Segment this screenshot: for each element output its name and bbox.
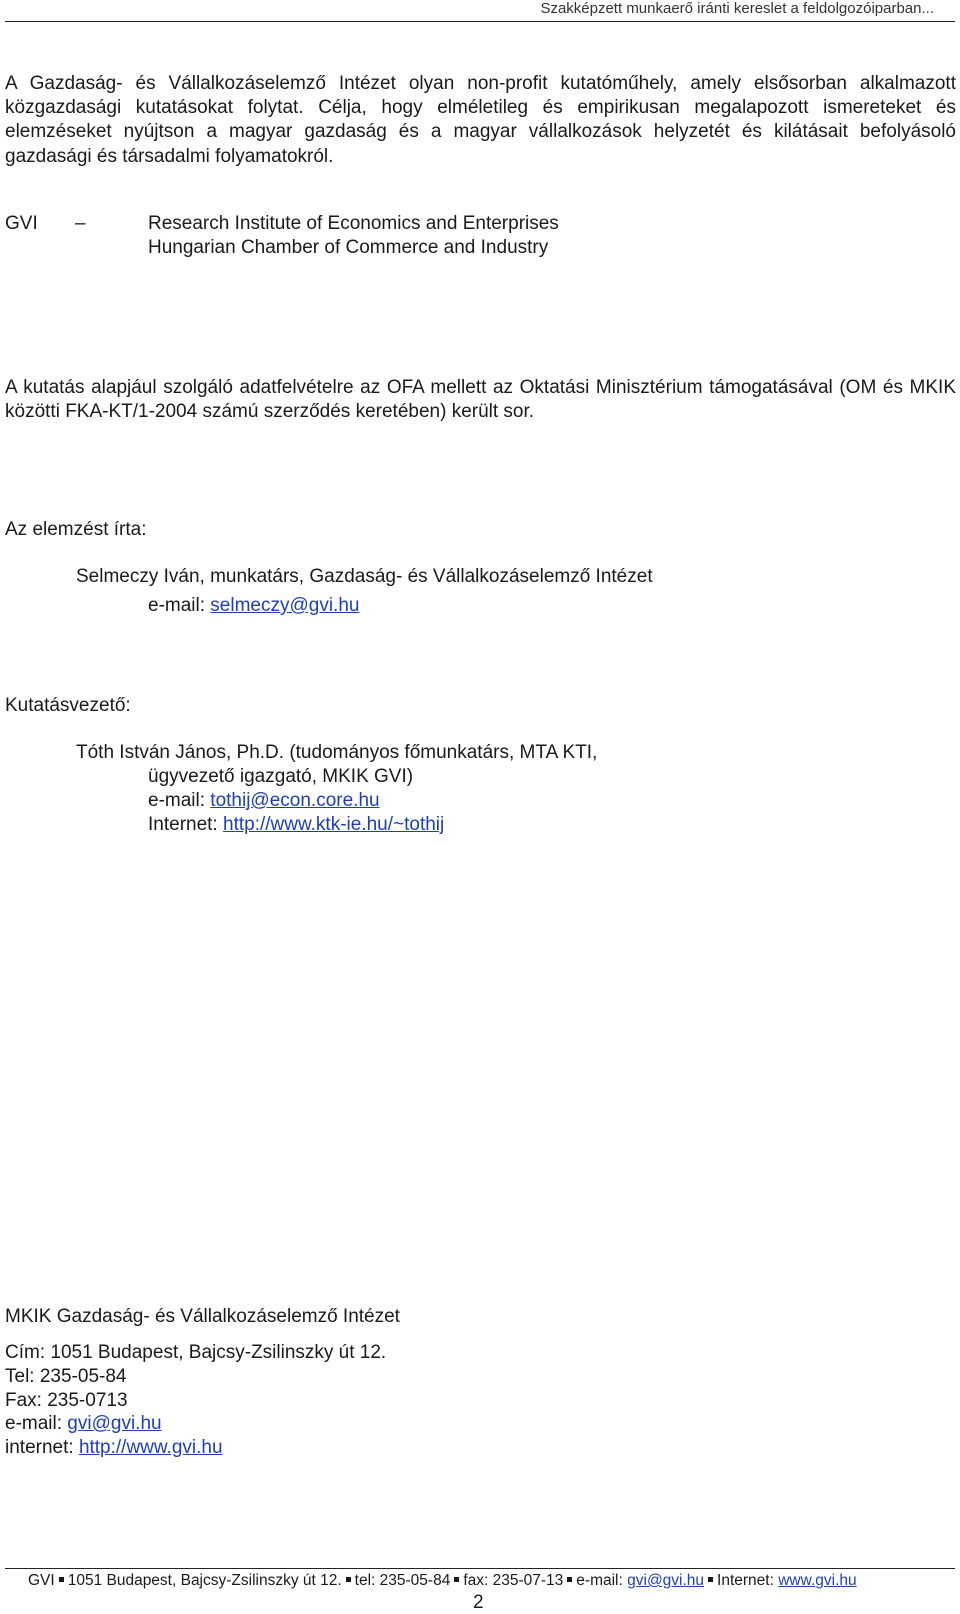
- leader-heading: Kutatásvezető:: [5, 695, 131, 716]
- footer-line: [28, 1572, 857, 1590]
- running-header: Szakképzett munkaerő iránti kereslet a feldolgozóiparban...: [540, 0, 934, 17]
- leader-role: ügyvezető igazgató, MKIK GVI): [148, 766, 414, 787]
- footer-org: GVI: [28, 1572, 55, 1589]
- square-bullet-icon: [346, 1577, 351, 1582]
- intro-paragraph: A Gazdaság- és Vállalkozáselemző Intézet olyan non-profit kutatóműhely, amely elsősorban alkalmazott közgazdasági kutatásokat folytat. Célja, hogy elméletileg és empirikusan megalapozott ismereteket és elemzéseket nyújtson a magyar gazdaság és a magyar vállalkozások helyzetét és kilátásait befolyásoló gazdasági és társadalmi folyamatokról.: [5, 73, 956, 167]
- square-bullet-icon: [567, 1577, 572, 1582]
- footer-fax: fax: 235-07-13: [463, 1572, 564, 1589]
- gvi-dash: –: [75, 213, 86, 234]
- footer-internet-link[interactable]: www.gvi.hu: [778, 1572, 857, 1589]
- gvi-chamber-en: Hungarian Chamber of Commerce and Industry: [148, 237, 549, 258]
- leader-email-link[interactable]: tothij@econ.core.hu: [210, 790, 380, 811]
- leader-internet-line: [148, 813, 444, 837]
- gvi-abbr: GVI: [5, 213, 38, 234]
- leader-name: Tóth István János, Ph.D. (tudományos főmunkatárs, MTA KTI,: [76, 742, 598, 763]
- page-number: 2: [473, 1592, 484, 1613]
- leader-internet-label: Internet:: [148, 814, 223, 835]
- contact-internet-label: internet:: [5, 1437, 79, 1458]
- leader-internet-link[interactable]: http://www.ktk-ie.hu/~tothij: [223, 814, 445, 835]
- author-email-line: [148, 594, 359, 618]
- author-email-label: e-mail:: [148, 595, 211, 616]
- footer-email-label: e-mail:: [576, 1572, 628, 1589]
- contact-internet-link[interactable]: http://www.gvi.hu: [78, 1437, 223, 1458]
- contact-email-line: [5, 1412, 162, 1436]
- author-name: Selmeczy Iván, munkatárs, Gazdaság- és Vállalkozáselemző Intézet: [76, 566, 653, 587]
- square-bullet-icon: [708, 1577, 713, 1582]
- contact-org: MKIK Gazdaság- és Vállalkozáselemző Intézet: [5, 1306, 400, 1327]
- funding-paragraph: A kutatás alapjául szolgáló adatfelvételre az OFA mellett az Oktatási Minisztérium támogatásával (OM és MKIK közötti FKA-KT/1-2004 számú szerződés keretében) került sor.: [5, 377, 956, 423]
- gvi-name-en: Research Institute of Economics and Enterprises: [148, 213, 559, 234]
- author-heading: Az elemzést írta:: [5, 519, 147, 540]
- leader-email-label: e-mail:: [148, 790, 211, 811]
- contact-address: Cím: 1051 Budapest, Bajcsy-Zsilinszky út 12.: [5, 1342, 387, 1363]
- footer-rule: [5, 1568, 955, 1569]
- contact-internet-line: [5, 1436, 223, 1460]
- footer-address: 1051 Budapest, Bajcsy-Zsilinszky út 12.: [67, 1572, 342, 1589]
- footer-email-link[interactable]: gvi@gvi.hu: [627, 1572, 705, 1589]
- footer-tel: tel: 235-05-84: [354, 1572, 451, 1589]
- header-rule: [5, 21, 955, 22]
- contact-fax: Fax: 235-0713: [5, 1390, 128, 1411]
- contact-email-link[interactable]: gvi@gvi.hu: [67, 1413, 162, 1434]
- footer-internet-label: Internet:: [717, 1572, 779, 1589]
- contact-tel: Tel: 235-05-84: [5, 1366, 127, 1387]
- square-bullet-icon: [454, 1577, 459, 1582]
- contact-email-label: e-mail:: [5, 1413, 68, 1434]
- square-bullet-icon: [59, 1577, 64, 1582]
- author-email-link[interactable]: selmeczy@gvi.hu: [210, 595, 360, 616]
- leader-email-line: [148, 789, 380, 813]
